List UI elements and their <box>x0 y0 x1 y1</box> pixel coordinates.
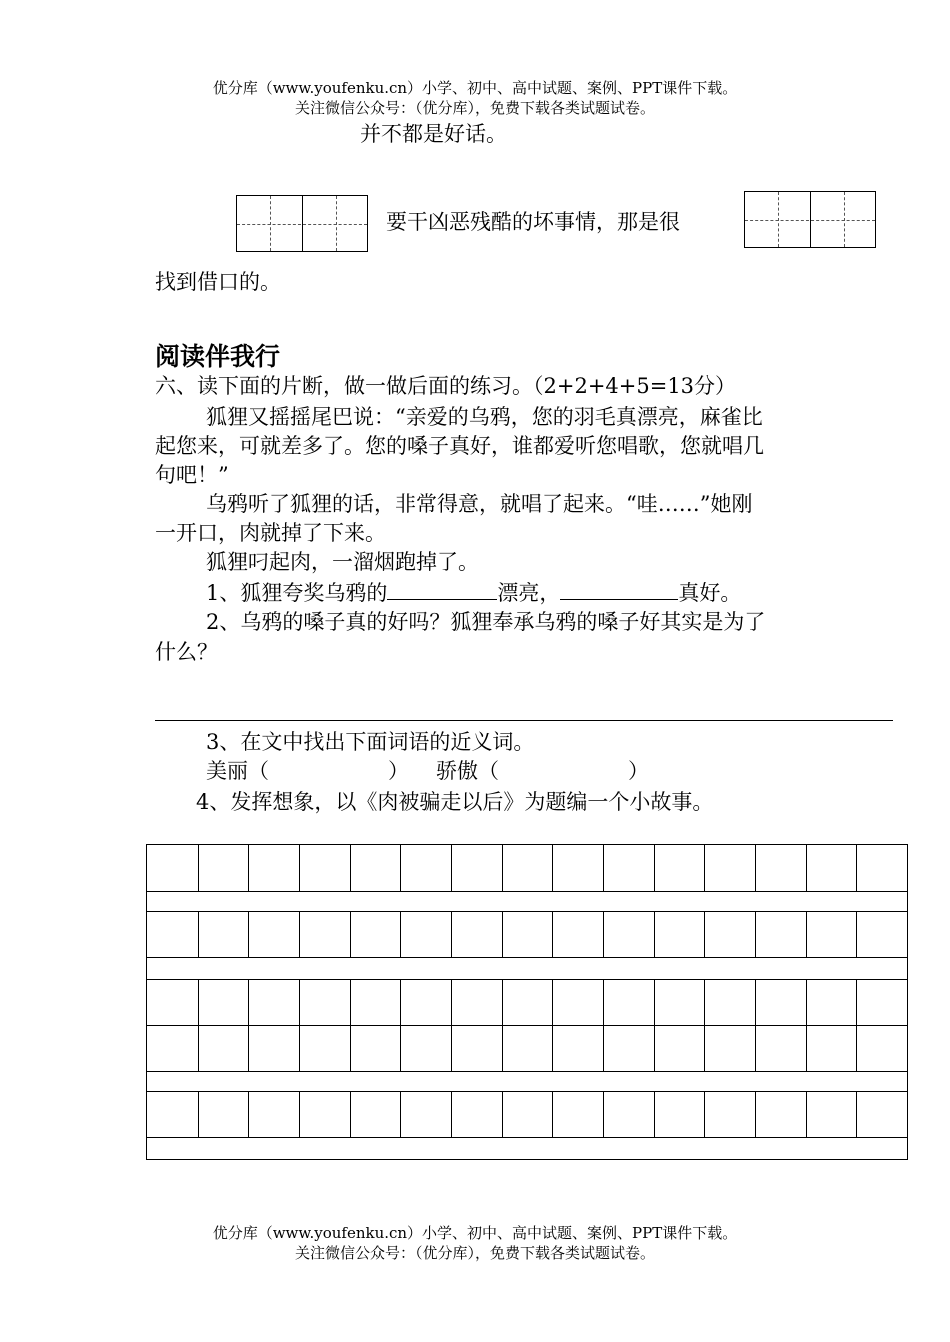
grid-cell-divider <box>856 845 857 891</box>
grid-cell-divider <box>299 1025 300 1071</box>
grid-cell-divider <box>552 979 553 1025</box>
passage-line: 狐狸又摇摇尾巴说：“亲爱的乌鸦，您的羽毛真漂亮，麻雀比 <box>206 405 763 429</box>
grid-cell-divider <box>350 1025 351 1071</box>
grid-cell-divider <box>603 979 604 1025</box>
grid-cell-divider <box>603 845 604 891</box>
grid-cell-divider <box>654 911 655 957</box>
section-title: 阅读伴我行 <box>155 342 281 371</box>
grid-cell-divider <box>856 1025 857 1071</box>
grid-cell-divider <box>806 1091 807 1137</box>
grid-cell-divider <box>400 1091 401 1137</box>
continued-line: 并不都是好话。 <box>360 122 507 146</box>
q1-blank-2[interactable] <box>560 577 678 600</box>
q2-answer-line[interactable] <box>155 720 893 721</box>
passage-line: 起您来，可就差多了。您的嗓子真好，谁都爱听您唱歌，您就唱几 <box>155 434 764 458</box>
grid-cell-divider <box>248 1025 249 1071</box>
question-heading: 六、读下面的片断，做一做后面的练习。（2+2+4+5=13分） <box>155 374 737 398</box>
grid-cell-divider <box>603 1025 604 1071</box>
grid-cell-divider <box>451 911 452 957</box>
grid-cell-divider <box>704 911 705 957</box>
header-line-1: 优分库（www.youfenku.cn）小学、初中、高中试题、案例、PPT课件下载。 <box>212 79 738 97</box>
grid-cell-divider <box>704 845 705 891</box>
q1-part-b: 漂亮， <box>497 581 561 605</box>
grid-cell-divider <box>603 911 604 957</box>
question-3: 3、在文中找出下面词语的近义词。 <box>206 730 535 754</box>
grid-cell-divider <box>552 911 553 957</box>
passage-line: 句吧！” <box>155 463 229 487</box>
q3-close-1: ） <box>388 759 409 783</box>
q1-blank-1[interactable] <box>387 577 497 600</box>
grid-cell-divider <box>198 1025 199 1071</box>
grid-cell-divider <box>552 845 553 891</box>
grid-cell-divider <box>755 911 756 957</box>
grid-cell-divider <box>400 1025 401 1071</box>
grid-cell-divider <box>299 979 300 1025</box>
grid-cell-divider <box>248 845 249 891</box>
grid-cell-divider <box>451 979 452 1025</box>
q3-close-2: ） <box>628 759 649 783</box>
fill-sentence-middle: 要干凶恶残酷的坏事情，那是很 <box>386 210 680 234</box>
grid-cell-divider <box>704 1025 705 1071</box>
grid-cell-divider <box>856 1091 857 1137</box>
q1-part-a: 1、狐狸夸奖乌鸦的 <box>206 581 388 605</box>
footer-line-1: 优分库（www.youfenku.cn）小学、初中、高中试题、案例、PPT课件下载。 <box>212 1224 738 1242</box>
grid-cell-divider <box>451 845 452 891</box>
q3-word-1: 美丽（ <box>206 759 269 783</box>
grid-cell-divider <box>502 845 503 891</box>
grid-cell-divider <box>806 911 807 957</box>
grid-cell-divider <box>198 979 199 1025</box>
question-2-line-2: 什么？ <box>155 640 218 664</box>
grid-cell-divider <box>350 1091 351 1137</box>
grid-cell-divider <box>299 1091 300 1137</box>
grid-cell-divider <box>198 911 199 957</box>
grid-cell-divider <box>198 1091 199 1137</box>
grid-cell-divider <box>502 1025 503 1071</box>
footer-line-2: 关注微信公众号：（优分库），免费下载各类试题试卷。 <box>294 1244 655 1262</box>
grid-cell-divider <box>654 1025 655 1071</box>
grid-cell-divider <box>400 979 401 1025</box>
passage-line: 一开口，肉就掉了下来。 <box>155 521 386 545</box>
question-1 <box>206 577 741 607</box>
grid-cell-divider <box>755 979 756 1025</box>
grid-cell-divider <box>654 1091 655 1137</box>
grid-cell-divider <box>248 1091 249 1137</box>
grid-cell-divider <box>451 1025 452 1071</box>
grid-cell-divider <box>248 979 249 1025</box>
grid-cell-divider <box>654 979 655 1025</box>
question-2-line-1: 2、乌鸦的嗓子真的好吗？狐狸奉承乌鸦的嗓子好其实是为了 <box>206 610 766 634</box>
grid-cell-divider <box>299 911 300 957</box>
passage-line: 狐狸叼起肉，一溜烟跑掉了。 <box>206 550 479 574</box>
grid-cell-divider <box>451 1091 452 1137</box>
grid-cell-divider <box>704 1091 705 1137</box>
grid-cell-divider <box>856 979 857 1025</box>
grid-cell-divider <box>198 845 199 891</box>
grid-cell-divider <box>502 911 503 957</box>
grid-cell-divider <box>704 979 705 1025</box>
passage-line: 乌鸦听了狐狸的话，非常得意，就唱了起来。“哇……”她刚 <box>206 492 753 516</box>
tianzige-box-left[interactable] <box>236 195 368 252</box>
grid-cell-divider <box>806 979 807 1025</box>
grid-cell-divider <box>552 1091 553 1137</box>
grid-cell-divider <box>248 911 249 957</box>
grid-cell-divider <box>400 911 401 957</box>
grid-cell-divider <box>755 1091 756 1137</box>
grid-cell-divider <box>552 1025 553 1071</box>
grid-cell-divider <box>654 845 655 891</box>
grid-cell-divider <box>350 979 351 1025</box>
q3-word-2: 骄傲（ <box>436 759 499 783</box>
q1-part-c: 真好。 <box>678 581 742 605</box>
grid-cell-divider <box>502 979 503 1025</box>
grid-cell-divider <box>755 845 756 891</box>
grid-cell-divider <box>299 845 300 891</box>
header-line-2: 关注微信公众号：（优分库），免费下载各类试题试卷。 <box>294 99 655 117</box>
grid-cell-divider <box>350 845 351 891</box>
grid-cell-divider <box>806 1025 807 1071</box>
question-4: 4、发挥想象，以《肉被骗走以后》为题编一个小故事。 <box>196 790 714 814</box>
fill-sentence-end: 找到借口的。 <box>155 270 281 294</box>
tianzige-box-right[interactable] <box>744 191 876 248</box>
writing-grid[interactable] <box>146 844 908 1160</box>
grid-cell-divider <box>806 845 807 891</box>
grid-cell-divider <box>400 845 401 891</box>
grid-cell-divider <box>755 1025 756 1071</box>
grid-cell-divider <box>350 911 351 957</box>
grid-cell-divider <box>502 1091 503 1137</box>
grid-cell-divider <box>856 911 857 957</box>
grid-cell-divider <box>603 1091 604 1137</box>
